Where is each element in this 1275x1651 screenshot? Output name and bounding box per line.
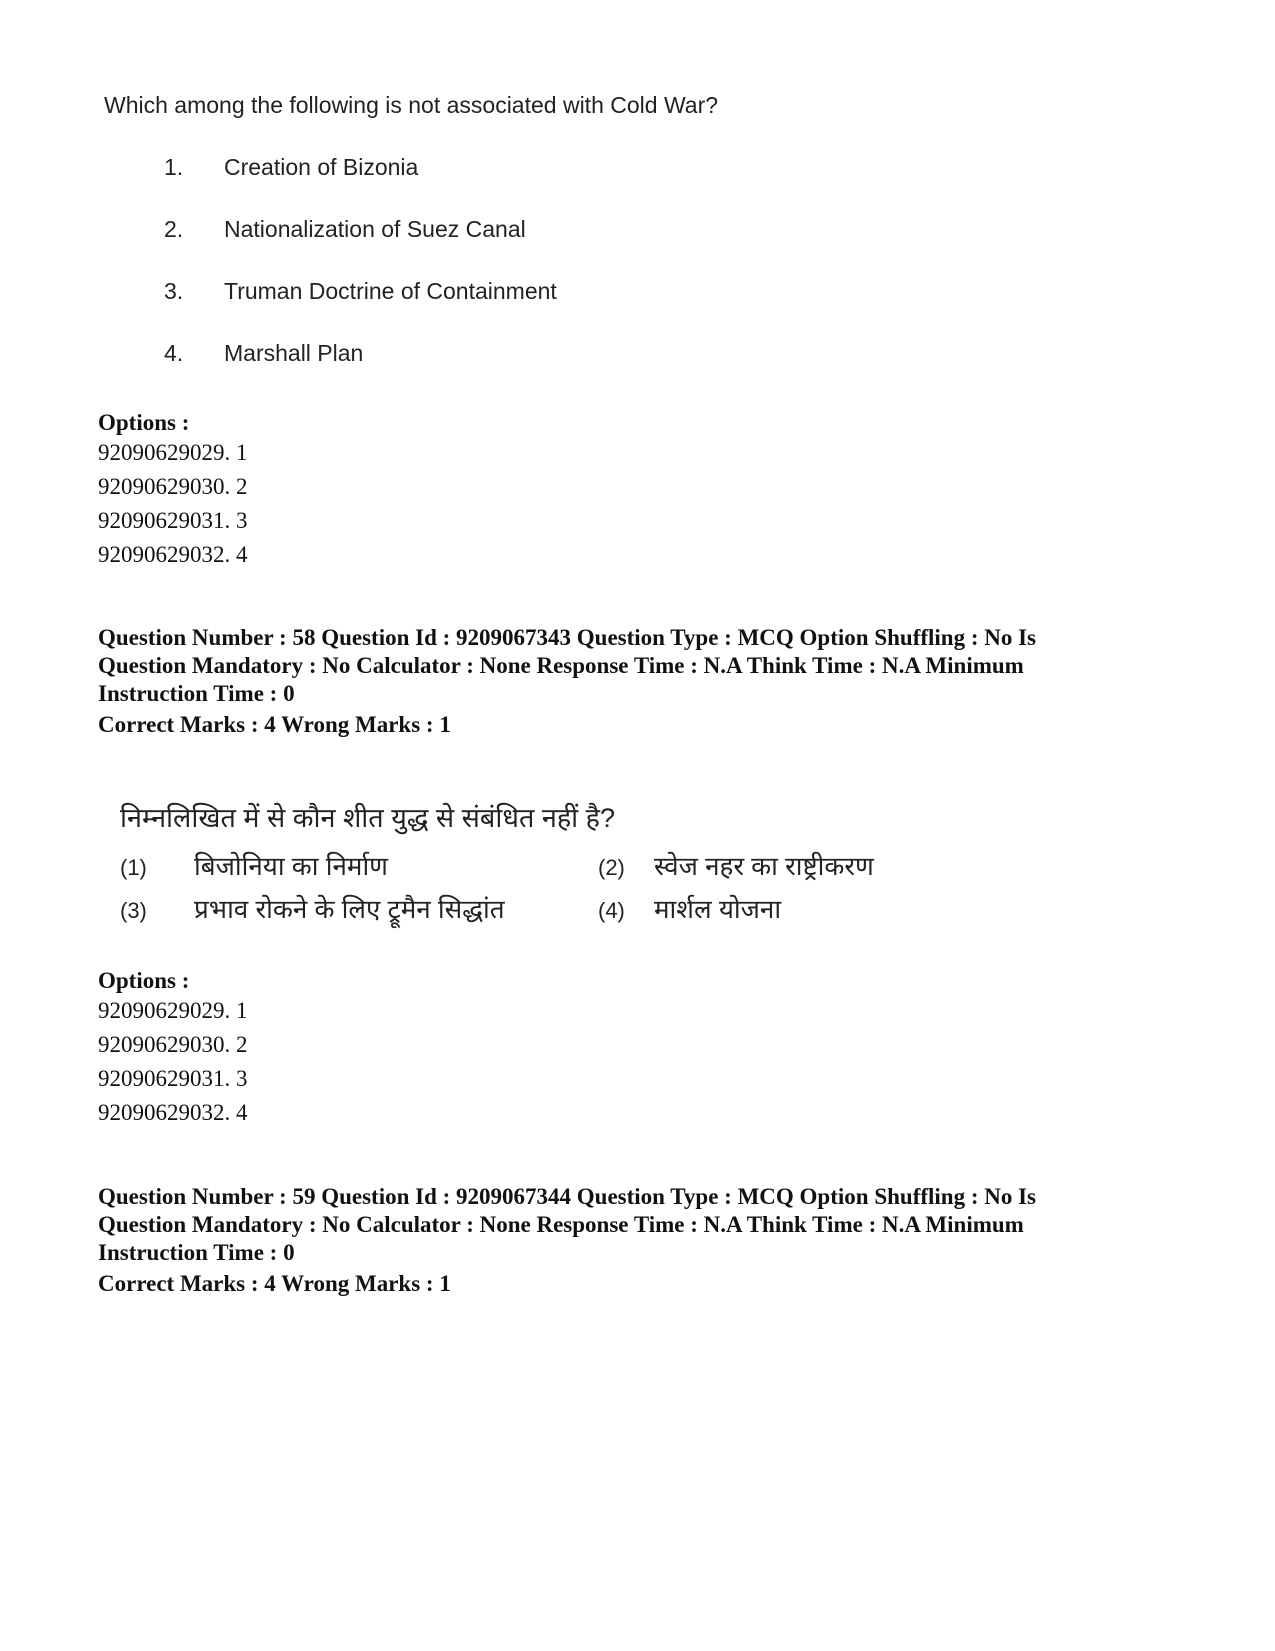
choice-text: मार्शल योजना	[654, 894, 782, 924]
question-text: Which among the following is not associated with Cold War?	[104, 92, 719, 118]
question-57-english	[104, 92, 719, 366]
question-58-hindi	[120, 798, 615, 835]
options-block-57	[98, 410, 248, 572]
choice-text: Marshall Plan	[224, 340, 364, 366]
question-58-marks: Correct Marks : 4 Wrong Marks : 1	[98, 712, 451, 737]
option-line: 92090629031. 3	[98, 508, 248, 533]
option-line: 92090629030. 2	[98, 474, 248, 499]
choice-number: (1)	[120, 855, 147, 880]
question-59-marks: Correct Marks : 4 Wrong Marks : 1	[98, 1271, 451, 1296]
choice-1	[164, 154, 418, 181]
meta-line: Question Number : 58 Question Id : 9209067343 Question Type : MCQ Option Shuffling : No Is	[98, 625, 1037, 650]
choice-number: 3.	[164, 278, 184, 304]
hindi-choice-1	[120, 847, 388, 883]
meta-line: Instruction Time : 0	[98, 1240, 295, 1265]
question-59-meta	[98, 1183, 1178, 1267]
choice-number: (2)	[598, 855, 625, 880]
options-block-58	[98, 968, 248, 1130]
question-text: निम्नलिखित में से कौन शीत युद्ध से संबंधित नहीं है?	[120, 803, 616, 833]
choice-2	[164, 216, 526, 243]
choice-text: Nationalization of Suez Canal	[224, 216, 526, 242]
option-line: 92090629029. 1	[98, 440, 248, 465]
choice-text: प्रभाव रोकने के लिए ट्रूमैन सिद्धांत	[194, 894, 505, 924]
options-heading: Options :	[98, 410, 190, 435]
hindi-choice-2	[598, 847, 874, 883]
choice-text: Truman Doctrine of Containment	[224, 278, 557, 304]
hindi-choice-3	[120, 890, 505, 926]
options-heading: Options :	[98, 968, 190, 993]
choice-number: 1.	[164, 154, 184, 180]
choice-4	[164, 340, 363, 367]
option-line: 92090629030. 2	[98, 1032, 248, 1057]
meta-line: Question Mandatory : No Calculator : None Response Time : N.A Think Time : N.A Minimum	[98, 1212, 1024, 1237]
choice-number: (4)	[598, 898, 625, 923]
question-58-meta	[98, 624, 1178, 708]
option-line: 92090629029. 1	[98, 998, 248, 1023]
hindi-choice-4	[598, 890, 781, 926]
choice-3	[164, 278, 557, 305]
option-line: 92090629031. 3	[98, 1066, 248, 1091]
choice-number: 2.	[164, 216, 184, 242]
option-line: 92090629032. 4	[98, 1100, 248, 1125]
meta-line: Question Number : 59 Question Id : 9209067344 Question Type : MCQ Option Shuffling : No Is	[98, 1184, 1037, 1209]
choice-number: (3)	[120, 898, 147, 923]
choice-text: Creation of Bizonia	[224, 154, 419, 180]
choice-text: स्वेज नहर का राष्ट्रीकरण	[654, 851, 874, 881]
choice-number: 4.	[164, 340, 184, 366]
meta-line: Instruction Time : 0	[98, 681, 295, 706]
meta-line: Question Mandatory : No Calculator : None Response Time : N.A Think Time : N.A Minimum	[98, 653, 1024, 678]
choice-text: बिजोनिया का निर्माण	[194, 851, 388, 881]
option-line: 92090629032. 4	[98, 542, 248, 567]
